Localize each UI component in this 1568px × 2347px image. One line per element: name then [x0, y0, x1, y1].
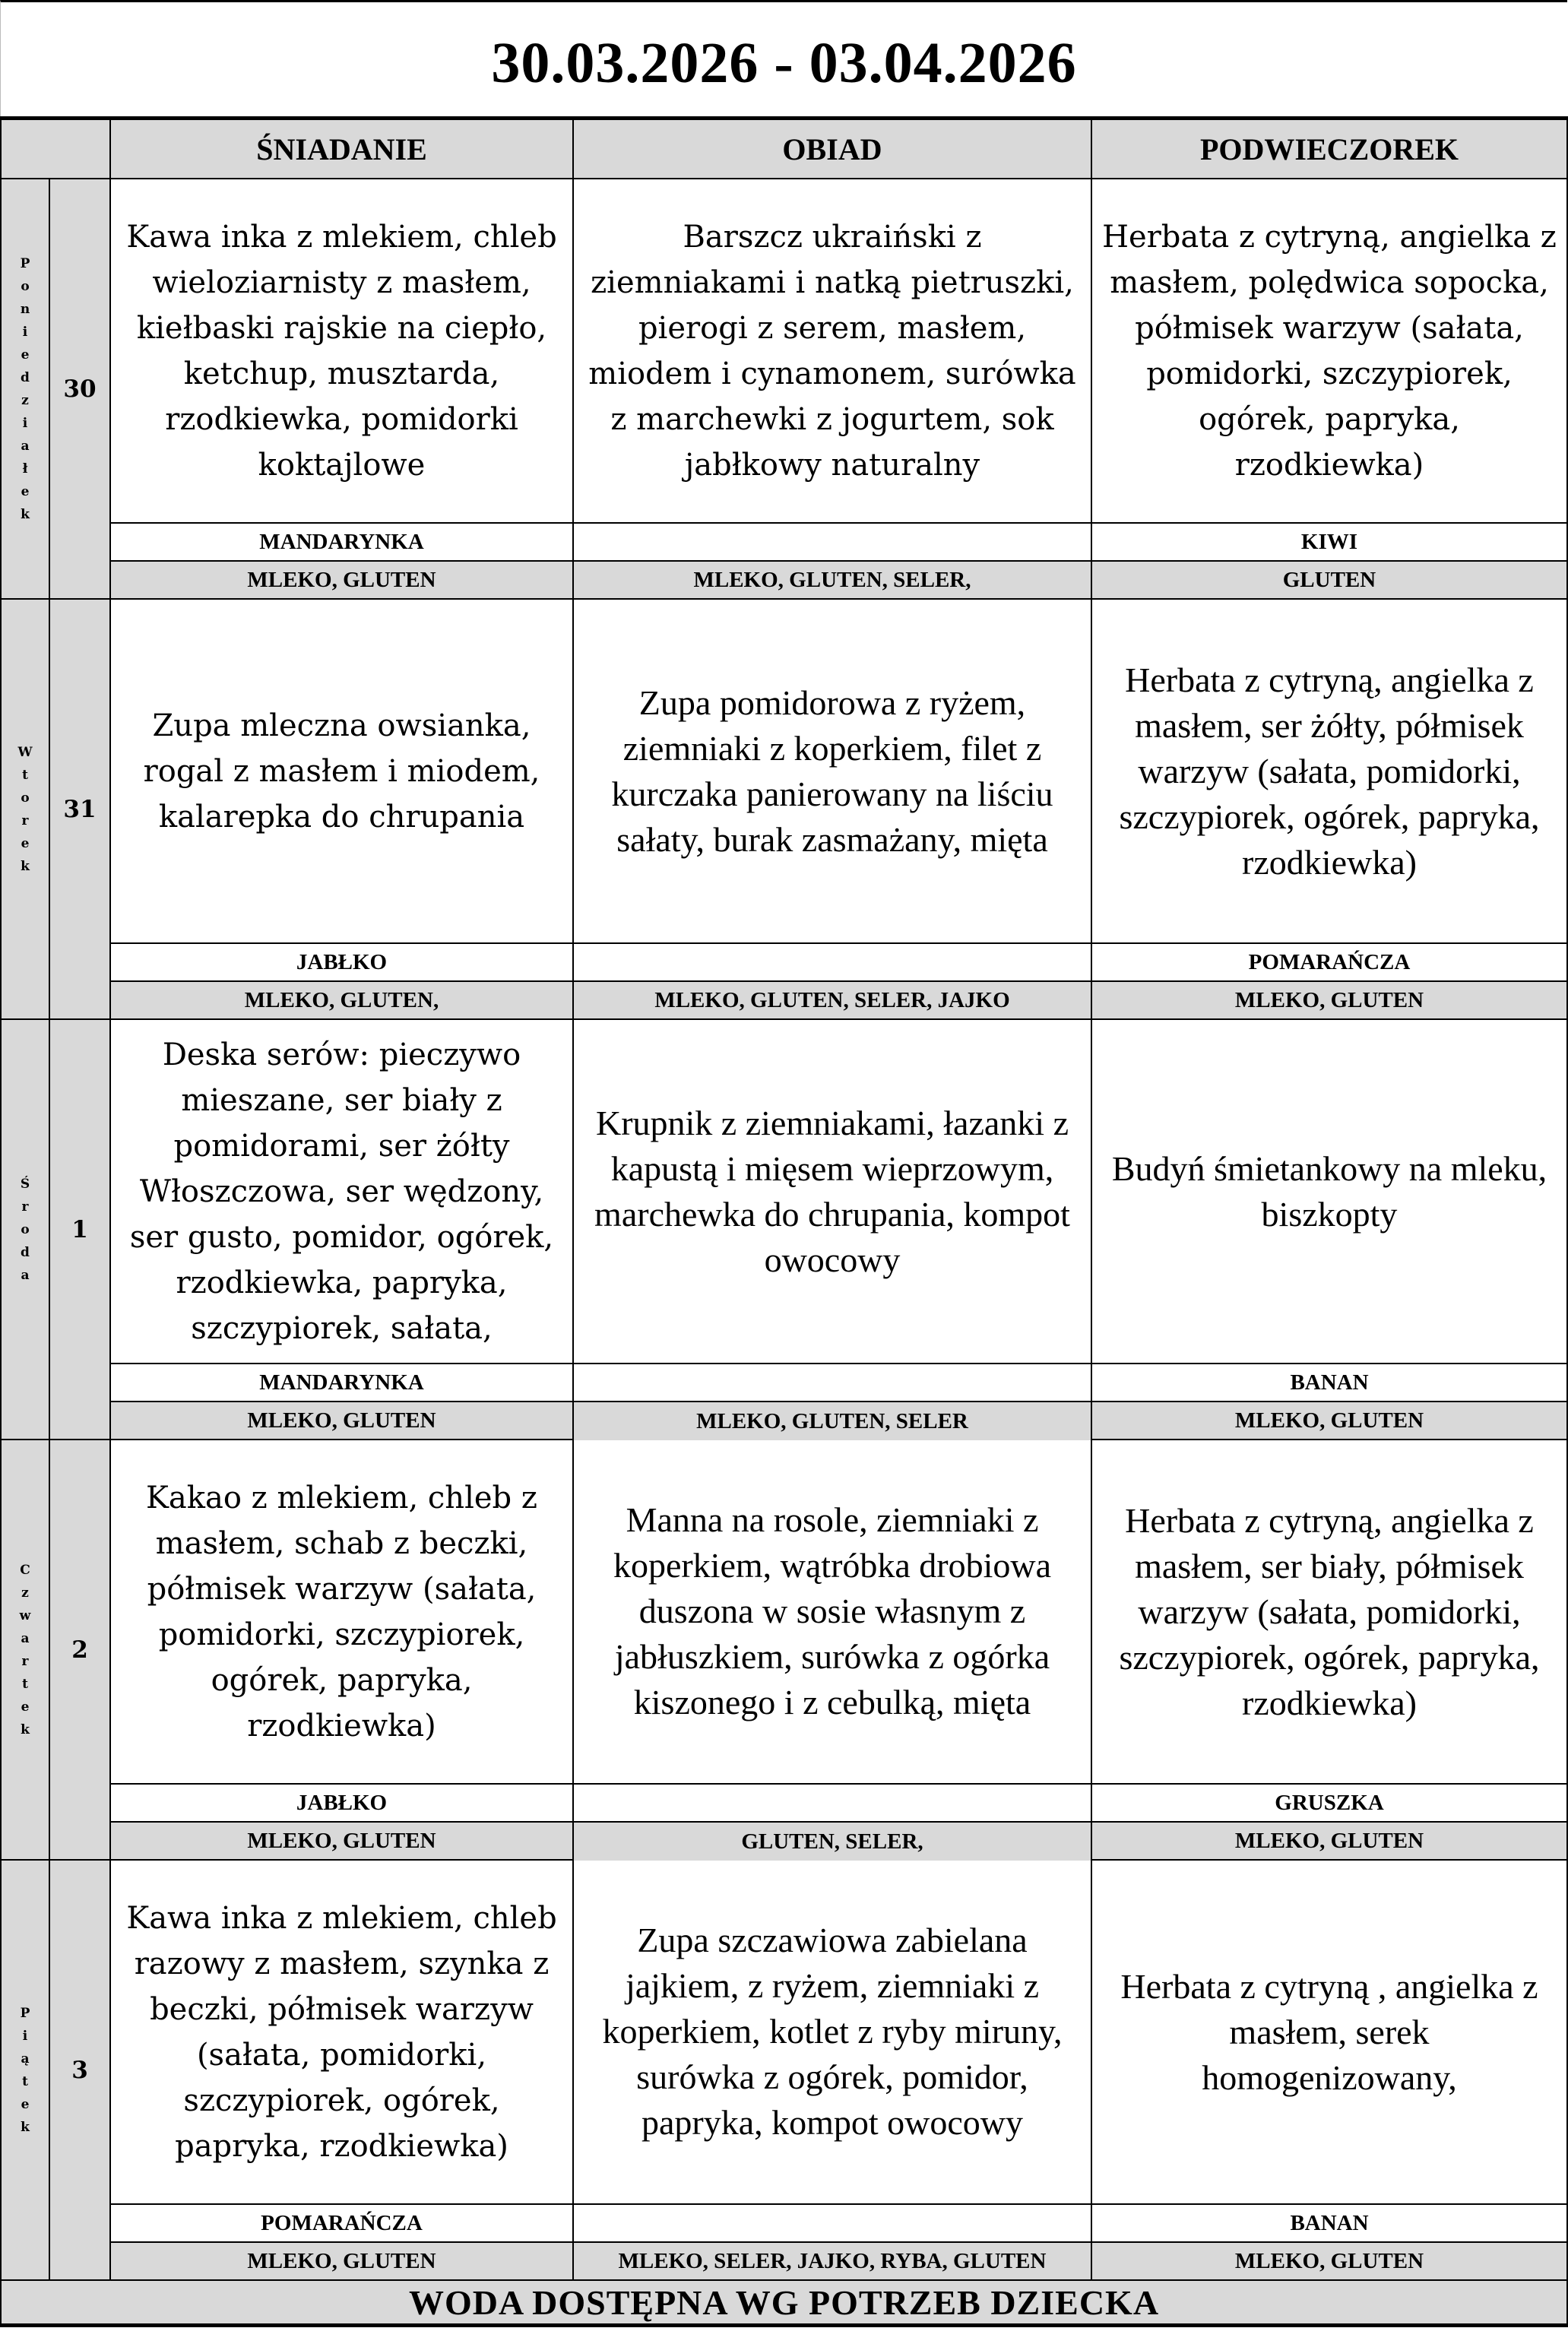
day-name-letter: e — [21, 483, 30, 499]
header-breakfast: ŚNIADANIE — [109, 116, 574, 179]
header-lunch: OBIAD — [572, 116, 1092, 179]
allergens-breakfast: MLEKO, GLUTEN — [109, 560, 574, 600]
fruit-snack: POMARAŃCZA — [1091, 942, 1568, 982]
snack-cell: Herbata z cytryną, angielka z masłem, ser biały, półmisek warzyw (sałata, pomidorki, szczypiorek, ogórek, papryka, rzodkiewka) — [1091, 1439, 1568, 1785]
lunch-cell: Manna na rosole, ziemniaki z koperkiem, wątróbka drobiowa duszona w sosie własnym z jabłuszkiem, surówka z ogórka kiszonego i z cebulką, mięta — [572, 1439, 1092, 1785]
allergens-breakfast: MLEKO, GLUTEN — [109, 1401, 574, 1440]
allergens-lunch: GLUTEN, SELER, — [572, 1821, 1092, 1861]
fruit-snack: BANAN — [1091, 1363, 1568, 1402]
allergens-breakfast: MLEKO, GLUTEN — [109, 2241, 574, 2281]
day-name-letter: t — [22, 2073, 28, 2089]
day-name — [0, 598, 50, 1020]
day-name-letter: k — [21, 858, 30, 874]
breakfast-cell: Deska serów: pieczywo mieszane, ser biały z pomidorami, ser żółty Włoszczowa, ser wędzony, ser gusto, pomidor, ogórek, rzodkiewka, papryka, szczypiorek, sałata, — [109, 1018, 574, 1364]
day-name-letter: r — [21, 1653, 29, 1669]
fruit-breakfast: MANDARYNKA — [109, 1363, 574, 1402]
day-name-letter: C — [20, 1562, 30, 1578]
day-name-letter: i — [22, 2028, 28, 2044]
day-name-letter: k — [21, 506, 30, 522]
day-name-letter: o — [21, 790, 30, 806]
fruit-lunch — [572, 1363, 1092, 1402]
allergens-snack: MLEKO, GLUTEN — [1091, 980, 1568, 1020]
title-box — [0, 0, 1567, 116]
day-name-letter: w — [19, 1607, 31, 1623]
fruit-breakfast: MANDARYNKA — [109, 522, 574, 562]
day-name-letter: W — [17, 744, 33, 760]
allergens-snack: MLEKO, GLUTEN — [1091, 1401, 1568, 1440]
day-name-letter: d — [21, 369, 30, 385]
lunch-cell: Zupa pomidorowa z ryżem, ziemniaki z koperkiem, filet z kurczaka panierowany na liściu sałaty, burak zasmażany, mięta — [572, 598, 1092, 944]
allergens-lunch: MLEKO, GLUTEN, SELER — [572, 1401, 1092, 1440]
day-name-letter: e — [21, 835, 30, 851]
header-corner — [0, 116, 111, 179]
day-name-letter: k — [21, 2119, 30, 2135]
lunch-cell: Barszcz ukraiński z ziemniakami i natką pietruszki, pierogi z serem, masłem, miodem i cynamonem, surówka z marchewki z jogurtem, sok jabłkowy naturalny — [572, 178, 1092, 524]
day-name-letter: i — [22, 415, 28, 431]
day-name-letter: z — [21, 392, 29, 408]
breakfast-cell: Kawa inka z mlekiem, chleb wieloziarnisty z masłem, kiełbaski rajskie na ciepło, ketchup, musztarda, rzodkiewka, pomidorki koktajlowe — [109, 178, 574, 524]
day-name — [0, 1439, 50, 1861]
snack-cell: Herbata z cytryną , angielka z masłem, serek homogenizowany, — [1091, 1859, 1568, 2205]
allergens-snack: MLEKO, GLUTEN — [1091, 2241, 1568, 2281]
snack-cell: Herbata z cytryną, angielka z masłem, polędwica sopocka, półmisek warzyw (sałata, pomidorki, szczypiorek, ogórek, papryka, rzodkiewka) — [1091, 178, 1568, 524]
fruit-snack: KIWI — [1091, 522, 1568, 562]
fruit-lunch — [572, 1783, 1092, 1823]
day-name-letter: ł — [22, 461, 28, 477]
fruit-breakfast: JABŁKO — [109, 1783, 574, 1823]
allergens-breakfast: MLEKO, GLUTEN — [109, 1821, 574, 1861]
day-name-letter: d — [21, 1244, 30, 1260]
day-date: 30 — [49, 178, 111, 600]
day-name-letter: e — [21, 1699, 30, 1715]
day-name-letter: t — [22, 1676, 28, 1692]
breakfast-cell: Kakao z mlekiem, chleb z masłem, schab z beczki, półmisek warzyw (sałata, pomidorki, szczypiorek, ogórek, papryka, rzodkiewka) — [109, 1439, 574, 1785]
day-name-letter: r — [21, 812, 29, 828]
breakfast-cell: Zupa mleczna owsianka, rogal z masłem i miodem, kalarepka do chrupania — [109, 598, 574, 944]
allergens-lunch: MLEKO, GLUTEN, SELER, — [572, 560, 1092, 600]
day-name-letter: a — [21, 438, 30, 454]
allergens-lunch: MLEKO, SELER, JAJKO, RYBA, GLUTEN — [572, 2241, 1092, 2281]
day-date: 2 — [49, 1439, 111, 1861]
day-name-letter: a — [21, 1267, 30, 1283]
allergens-snack: MLEKO, GLUTEN — [1091, 1821, 1568, 1861]
fruit-snack: BANAN — [1091, 2203, 1568, 2243]
breakfast-cell: Kawa inka z mlekiem, chleb razowy z masłem, szynka z beczki, półmisek warzyw (sałata, pomidorki, szczypiorek, ogórek, papryka, rzodkiewka) — [109, 1859, 574, 2205]
day-name-letter: P — [20, 255, 30, 271]
day-name-letter: i — [22, 324, 28, 340]
day-name-letter: Ś — [20, 1176, 30, 1192]
day-name — [0, 178, 50, 600]
allergens-breakfast: MLEKO, GLUTEN, — [109, 980, 574, 1020]
day-name-letter: k — [21, 1721, 30, 1737]
day-name-letter: o — [21, 1221, 30, 1237]
day-name-letter: r — [21, 1199, 29, 1215]
day-name — [0, 1018, 50, 1440]
footer-note: WODA DOSTĘPNA WG POTRZEB DZIECKA — [0, 2279, 1568, 2327]
day-date: 31 — [49, 598, 111, 1020]
day-name-letter: e — [21, 2096, 30, 2112]
header-snack: PODWIECZOREK — [1091, 116, 1568, 179]
fruit-lunch — [572, 522, 1092, 562]
snack-cell: Budyń śmietankowy na mleku, biszkopty — [1091, 1018, 1568, 1364]
day-name-letter: a — [21, 1630, 30, 1646]
day-name-letter: ą — [21, 2051, 30, 2067]
day-name — [0, 1859, 50, 2281]
page-title: 30.03.2026 - 03.04.2026 — [491, 30, 1077, 95]
fruit-snack: GRUSZKA — [1091, 1783, 1568, 1823]
day-date: 1 — [49, 1018, 111, 1440]
day-name-letter: z — [21, 1585, 29, 1601]
snack-cell: Herbata z cytryną, angielka z masłem, ser żółty, półmisek warzyw (sałata, pomidorki, szczypiorek, ogórek, papryka, rzodkiewka) — [1091, 598, 1568, 944]
day-name-letter: t — [22, 767, 28, 783]
day-name-letter: e — [21, 347, 30, 363]
fruit-lunch — [572, 942, 1092, 982]
allergens-snack: GLUTEN — [1091, 560, 1568, 600]
lunch-cell: Zupa szczawiowa zabielana jajkiem, z ryżem, ziemniaki z koperkiem, kotlet z ryby miruny, surówka z ogórek, pomidor, papryka, kompot owocowy — [572, 1859, 1092, 2205]
day-name-letter: o — [21, 278, 30, 294]
lunch-cell: Krupnik z ziemniakami, łazanki z kapustą i mięsem wieprzowym, marchewka do chrupania, kompot owocowy — [572, 1018, 1092, 1364]
day-name-letter: P — [20, 2005, 30, 2021]
fruit-breakfast: JABŁKO — [109, 942, 574, 982]
day-name-letter: n — [20, 301, 30, 317]
day-date: 3 — [49, 1859, 111, 2281]
fruit-breakfast: POMARAŃCZA — [109, 2203, 574, 2243]
allergens-lunch: MLEKO, GLUTEN, SELER, JAJKO — [572, 980, 1092, 1020]
fruit-lunch — [572, 2203, 1092, 2243]
